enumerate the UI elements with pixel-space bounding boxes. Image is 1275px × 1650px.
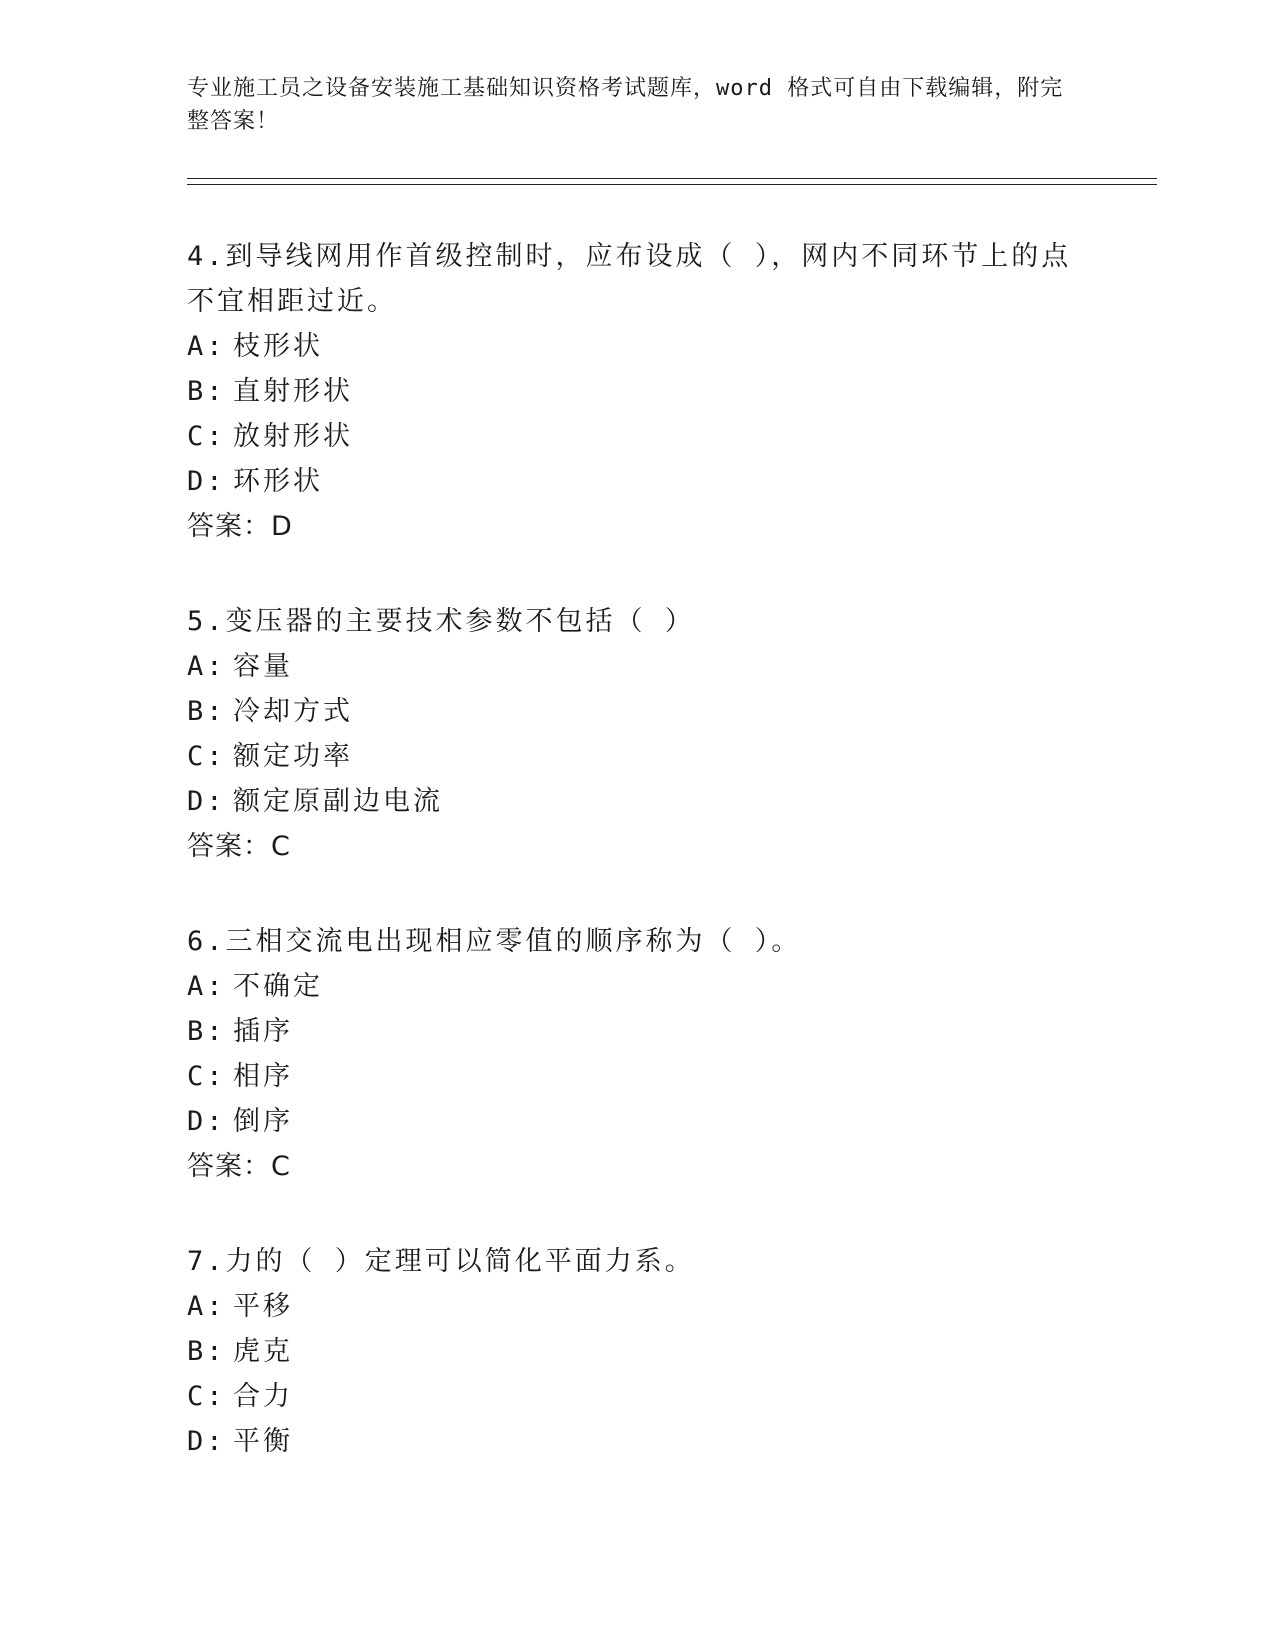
option-a bbox=[187, 644, 1087, 689]
option-d bbox=[187, 1099, 1087, 1144]
question-6 bbox=[187, 919, 1087, 1189]
option-b bbox=[187, 1329, 1087, 1374]
option-a bbox=[187, 964, 1087, 1009]
option-d bbox=[187, 459, 1087, 504]
option-d bbox=[187, 779, 1087, 824]
option-text: 插序 bbox=[233, 1016, 293, 1047]
option-b bbox=[187, 1009, 1087, 1054]
question-stem: 4.到导线网用作首级控制时，应布设成（ ），网内不同环节上的点不宜相距过近。 bbox=[187, 241, 1072, 317]
option-letter: A: bbox=[187, 971, 226, 1002]
question-5 bbox=[187, 599, 1087, 869]
question-stem: 5.变压器的主要技术参数不包括（ ） bbox=[187, 606, 695, 637]
option-text: 相序 bbox=[233, 1061, 293, 1092]
option-text: 额定功率 bbox=[233, 741, 353, 772]
answer-line: 答案：D bbox=[187, 511, 293, 542]
option-text: 环形状 bbox=[233, 466, 323, 497]
option-letter: B: bbox=[187, 1016, 226, 1047]
option-a bbox=[187, 1284, 1087, 1329]
option-letter: D: bbox=[187, 466, 226, 497]
option-letter: D: bbox=[187, 1106, 226, 1137]
option-letter: C: bbox=[187, 741, 226, 772]
option-text: 冷却方式 bbox=[233, 696, 353, 727]
option-letter: B: bbox=[187, 696, 226, 727]
option-c bbox=[187, 1374, 1087, 1419]
question-7 bbox=[187, 1239, 1087, 1464]
option-d bbox=[187, 1419, 1087, 1464]
option-letter: D: bbox=[187, 786, 226, 817]
option-letter: B: bbox=[187, 1336, 226, 1367]
option-text: 不确定 bbox=[233, 971, 323, 1002]
option-letter: A: bbox=[187, 1291, 226, 1322]
option-text: 额定原副边电流 bbox=[233, 786, 443, 817]
option-letter: C: bbox=[187, 1061, 226, 1092]
option-text: 平移 bbox=[233, 1291, 293, 1322]
option-text: 平衡 bbox=[233, 1426, 293, 1457]
option-letter: A: bbox=[187, 651, 226, 682]
option-text: 倒序 bbox=[233, 1106, 293, 1137]
option-c bbox=[187, 414, 1087, 459]
header-divider bbox=[187, 178, 1157, 185]
option-letter: D: bbox=[187, 1426, 226, 1457]
option-letter: C: bbox=[187, 421, 226, 452]
option-b bbox=[187, 369, 1087, 414]
option-letter: A: bbox=[187, 331, 226, 362]
option-text: 枝形状 bbox=[233, 331, 323, 362]
option-b bbox=[187, 689, 1087, 734]
answer-line: 答案：C bbox=[187, 831, 291, 862]
question-4 bbox=[187, 234, 1087, 549]
option-c bbox=[187, 734, 1087, 779]
option-text: 放射形状 bbox=[233, 421, 353, 452]
option-letter: B: bbox=[187, 376, 226, 407]
option-a bbox=[187, 324, 1087, 369]
question-stem: 7.力的（ ）定理可以简化平面力系。 bbox=[187, 1246, 695, 1277]
option-text: 合力 bbox=[233, 1381, 293, 1412]
option-text: 虎克 bbox=[233, 1336, 293, 1367]
option-c bbox=[187, 1054, 1087, 1099]
option-text: 容量 bbox=[233, 651, 293, 682]
answer-line: 答案：C bbox=[187, 1151, 291, 1182]
question-stem: 6.三相交流电出现相应零值的顺序称为（ ）。 bbox=[187, 926, 802, 957]
option-letter: C: bbox=[187, 1381, 226, 1412]
document-header: 专业施工员之设备安装施工基础知识资格考试题库，word 格式可自由下载编辑，附完整答案！ bbox=[187, 76, 1064, 134]
option-text: 直射形状 bbox=[233, 376, 353, 407]
